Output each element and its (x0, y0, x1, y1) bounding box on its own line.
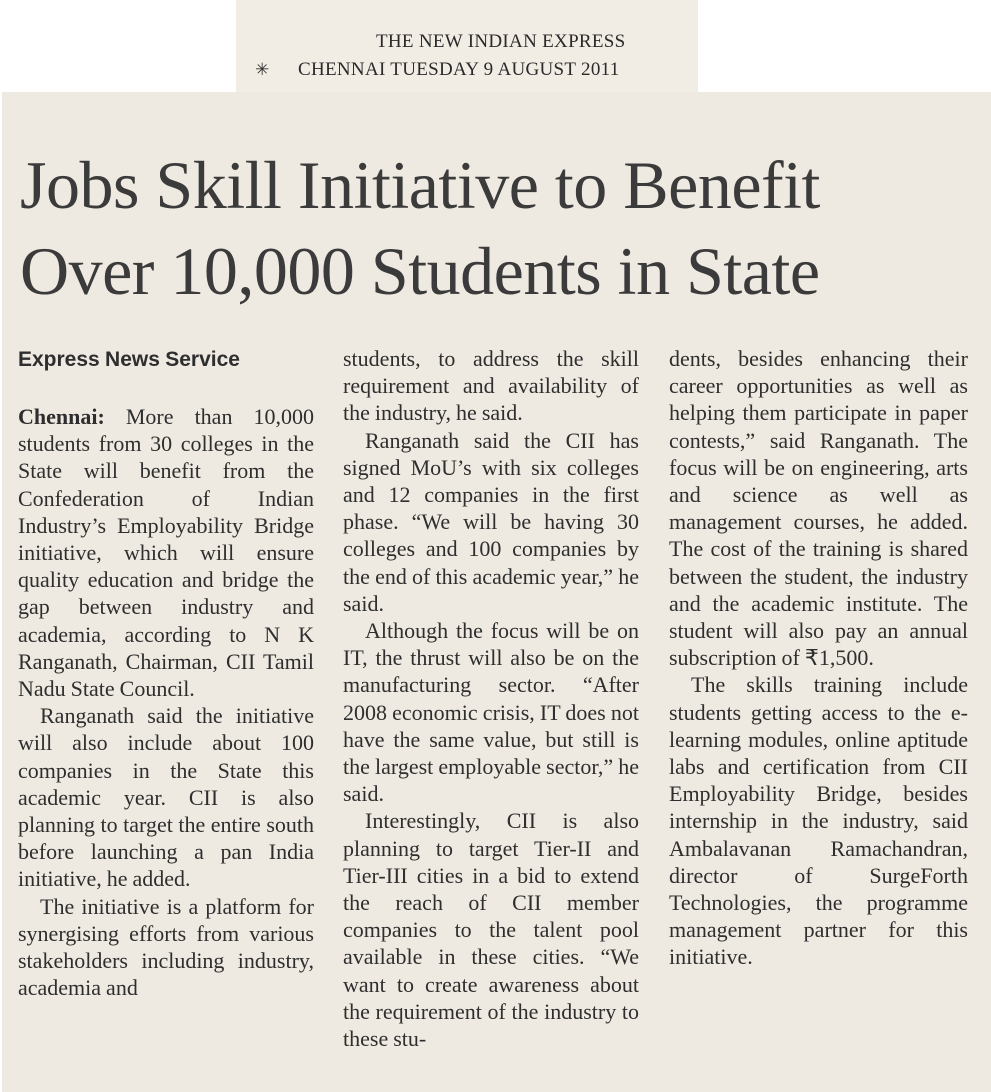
paragraph: Ranganath said the initiative will also include about 100 companies in the State this academic year. CII is also planning to target the entire south before launching a pan India initiative, he added. (18, 703, 314, 892)
edition-date: CHENNAI TUESDAY 9 AUGUST 2011 (298, 59, 620, 80)
newspaper-name: THE NEW INDIAN EXPRESS (376, 31, 626, 52)
paragraph-text: More than 10,000 students from 30 colleges in the State will benefit from the Confederation of Indian Industry’s Employability Bridge initiative, which will ensure quality education and bridge the gap between industry and academia, according to N K Ranganath, Chairman, CII Tamil Nadu State Council. (18, 404, 315, 702)
headline-line-1: Jobs Skill Initiative to Benefit (20, 147, 820, 223)
paragraph: Although the focus will be on IT, the thrust will also be on the manufacturing sector. “After 2008 economic crisis, IT does not have the same value, but still is the largest employable sector,” he said. (343, 618, 639, 807)
article-column-3 (669, 345, 968, 971)
paragraph (18, 403, 314, 702)
article-column-2 (343, 345, 639, 1052)
byline: Express News Service (18, 348, 240, 371)
headline (20, 142, 975, 314)
star-icon: ✳ (255, 60, 270, 80)
paragraph: Ranganath said the CII has signed MoU’s with six colleges and 12 companies in the first phase. “We will be having 30 colleges and 100 companies by the end of this academic year,” he said. (343, 427, 639, 616)
paragraph: Interestingly, CII is also planning to target Tier-II and Tier-III cities in a bid to extend the reach of CII member companies to the talent pool available in these cities. “We want to create awareness about the requirement of the industry to these stu- (343, 808, 639, 1052)
article-column-1 (18, 345, 314, 1001)
headline-line-2: Over 10,000 Students in State (20, 233, 820, 309)
paragraph: The skills training include students getting access to the e-learning modules, online aptitude labs and certification from CII Employability Bridge, besides internship in the industry, said Ambalavanan Ramachandran, director of SurgeForth Technologies, the programme management partner for this initiative. (669, 672, 968, 970)
paragraph: The initiative is a platform for synergising efforts from various stakeholders including industry, academia and (18, 893, 314, 1001)
paragraph: students, to address the skill requirement and availability of the industry, he said. (343, 346, 639, 426)
dateline: Chennai: (18, 404, 105, 429)
paragraph: dents, besides enhancing their career opportunities as well as helping them participate in paper contests,” said Ranganath. The focus will be on engineering, arts and science as well as management courses, he added. The cost of the training is shared between the student, the industry and the academic institute. The student will also pay an annual subscription of ₹1,500. (669, 346, 968, 671)
